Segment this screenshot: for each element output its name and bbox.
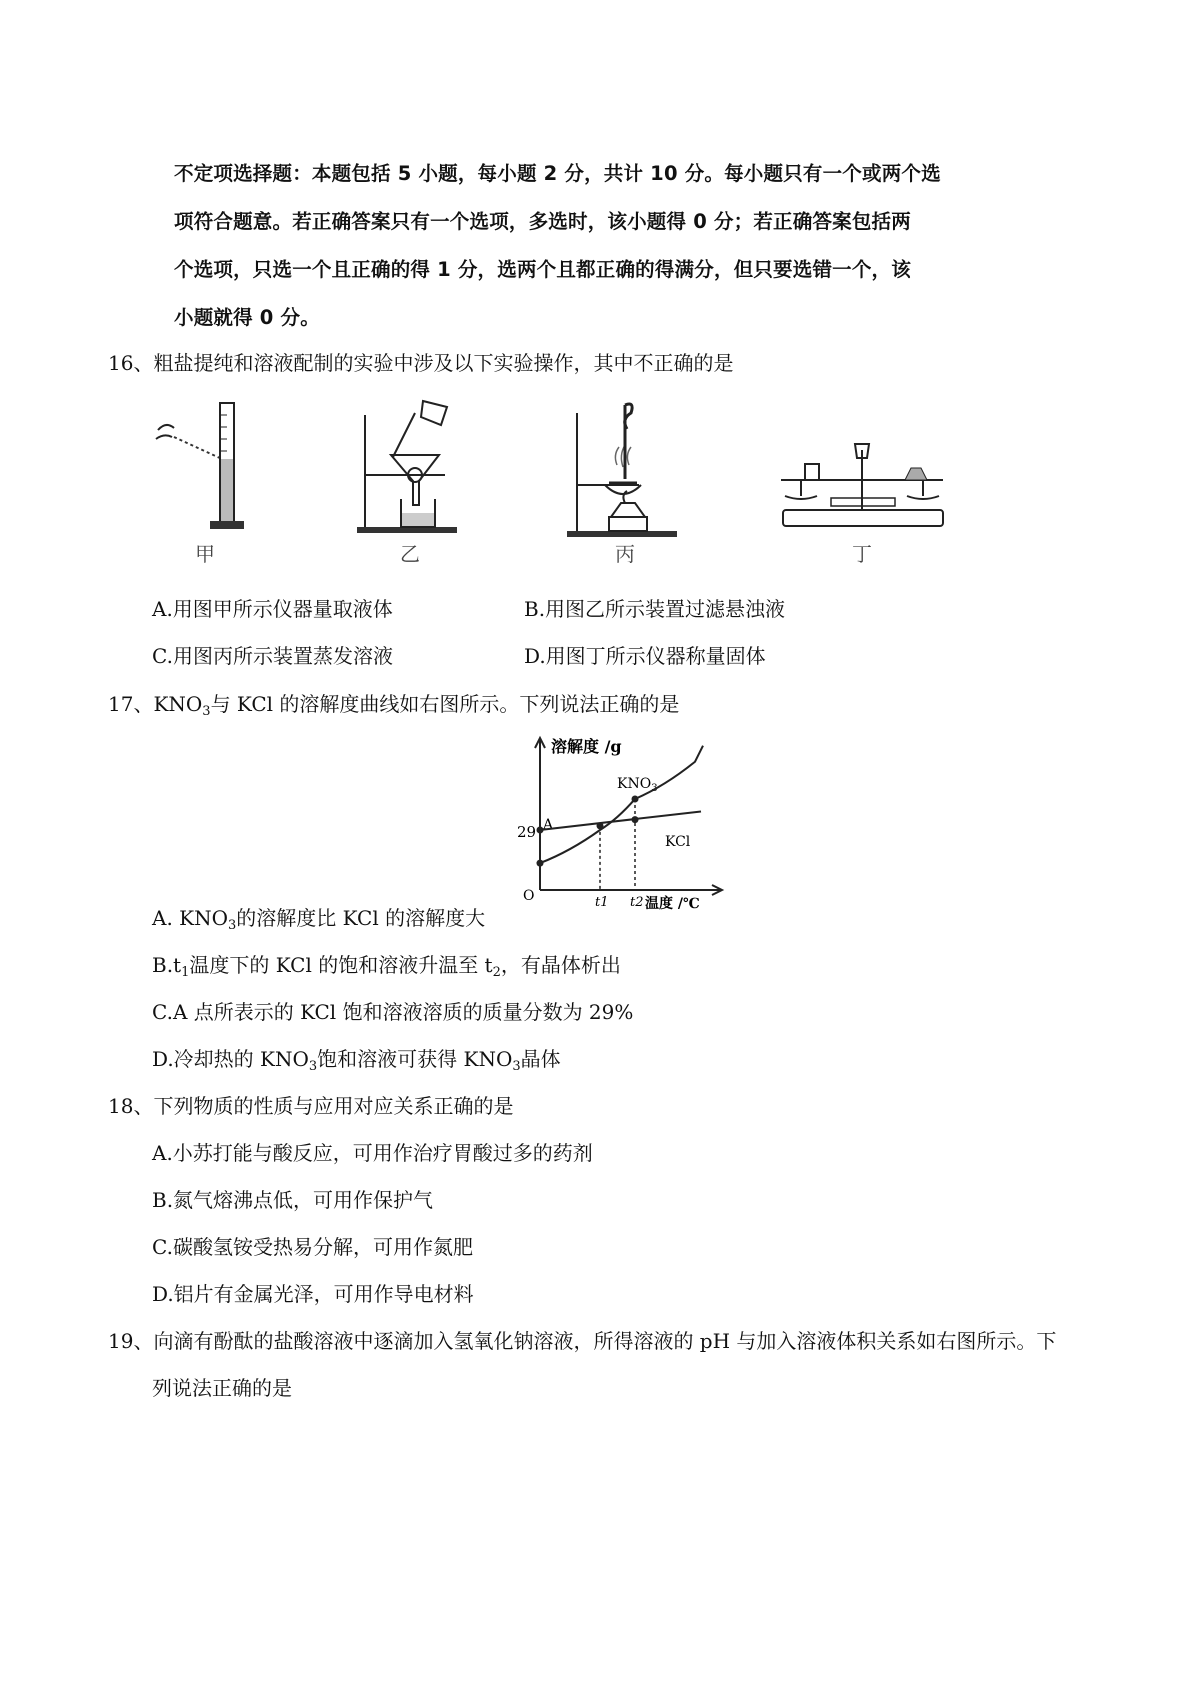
instruction-line: 个选项，只选一个且正确的得 1 分，选两个且都正确的得满分，但只要选错一个，该: [174, 258, 911, 281]
question-19-stem-line2: 列说法正确的是: [152, 1376, 292, 1400]
instruction-line: 不定项选择题：本题包括 5 小题，每小题 2 分，共计 10 分。每小题只有一个或两个选: [174, 162, 941, 185]
section-instructions: [174, 150, 1004, 342]
instruction-line: 项符合题意。若正确答案只有一个选项，多选时，该小题得 0 分；若正确答案包括两: [174, 210, 911, 233]
figure-caption-jia: 甲: [195, 542, 215, 566]
q18-option-d: D.铝片有金属光泽，可用作导电材料: [152, 1282, 474, 1306]
y-axis-label: 溶解度 /g: [551, 737, 622, 756]
eye-icon: [156, 425, 174, 439]
figure-caption-yi: 乙: [400, 542, 420, 566]
figure-jia-graduated-cylinder: [150, 395, 260, 545]
data-point: [537, 860, 544, 867]
q16-option-d: D.用图丁所示仪器称量固体: [524, 644, 766, 668]
figure-caption-bing: 丙: [615, 542, 635, 566]
q18-option-b: B.氮气熔沸点低，可用作保护气: [152, 1188, 434, 1212]
origin-label: O: [523, 888, 535, 904]
q17-option-c: C.A 点所表示的 KCl 饱和溶液溶质的质量分数为 29%: [152, 1000, 634, 1024]
figure-ding-balance: [775, 430, 950, 540]
figure-yi-filtration: [355, 395, 475, 545]
question-18-stem: 18、下列物质的性质与应用对应关系正确的是: [108, 1094, 514, 1118]
solubility-chart: [505, 730, 735, 910]
question-16-stem: 16、粗盐提纯和溶液配制的实验中涉及以下实验操作，其中不正确的是: [108, 351, 734, 375]
series-label-kcl: KCl: [665, 834, 691, 850]
series-label-kno3: $KNO_3$: [617, 776, 658, 794]
x-axis-label: 温度 /℃: [645, 896, 700, 910]
x-tick-label: t2: [630, 895, 644, 910]
q17-option-b: $B.t_1$温度下的 KCl 的饱和溶液升温至 $t_2$，有晶体析出: [152, 953, 621, 980]
data-point: [537, 827, 544, 834]
instruction-line: 小题就得 0 分。: [174, 306, 320, 329]
q16-option-b: B.用图乙所示装置过滤悬浊液: [524, 597, 786, 621]
q17-option-d: D.冷却热的 $KNO_3$饱和溶液可获得 $KNO_3$晶体: [152, 1047, 561, 1074]
figure-caption-ding: 丁: [852, 542, 872, 566]
question-19-stem-line1: 19、向滴有酚酞的盐酸溶液中逐滴加入氢氧化钠溶液，所得溶液的 pH 与加入溶液体积关系如右图所示。下: [108, 1329, 1057, 1353]
q17-option-a: A. $KNO_3$的溶解度比 KCl 的溶解度大: [152, 906, 486, 933]
q16-option-c: C.用图丙所示装置蒸发溶液: [152, 644, 393, 668]
q18-option-a: A.小苏打能与酸反应，可用作治疗胃酸过多的药剂: [152, 1141, 593, 1165]
y-tick-label: 29: [517, 823, 537, 841]
q16-option-a: A.用图甲所示仪器量取液体: [152, 597, 393, 621]
figure-bing-evaporation: [565, 395, 685, 545]
point-label-a: A: [543, 817, 554, 833]
x-tick-label: t1: [595, 895, 609, 910]
q18-option-c: C.碳酸氢铵受热易分解，可用作氮肥: [152, 1235, 473, 1259]
question-17-stem: 17、$KNO_3$与 KCl 的溶解度曲线如右图所示。下列说法正确的是: [108, 692, 680, 719]
